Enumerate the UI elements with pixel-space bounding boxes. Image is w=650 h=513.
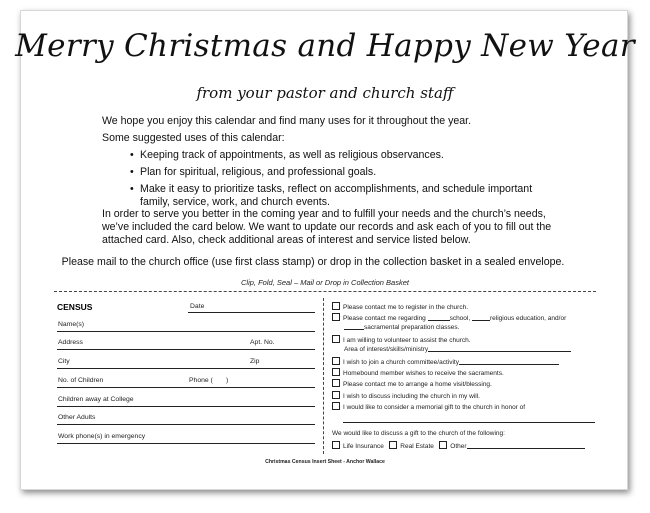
committee-option[interactable]: I wish to join a church committee/activity [332, 357, 602, 366]
greeting-subtitle: from your pastor and church staff [196, 84, 454, 102]
list-item: • Plan for spiritual, religious, and professional goals. [130, 166, 550, 179]
college-label: Children away at College [58, 396, 134, 403]
zip-label: Zip [250, 358, 260, 365]
checkbox[interactable] [332, 357, 340, 365]
blank-line[interactable] [459, 364, 559, 365]
volunteer-option[interactable]: I am willing to volunteer to assist the church. [332, 335, 602, 344]
checkbox[interactable] [332, 335, 340, 343]
blank-line[interactable] [472, 320, 490, 321]
apt-label: Apt. No. [250, 339, 275, 346]
homebound-option[interactable]: Homebound member wishes to receive the sacraments. [332, 368, 602, 377]
phone-label: Phone ( ) [189, 377, 229, 384]
checkbox[interactable] [332, 302, 340, 310]
real-estate-checkbox[interactable] [389, 441, 397, 449]
city-field[interactable] [57, 357, 315, 369]
name-field[interactable] [57, 320, 315, 332]
adults-label: Other Adults [58, 414, 96, 421]
fold-line [323, 298, 324, 454]
date-field[interactable] [188, 301, 315, 313]
address-field[interactable] [57, 338, 315, 350]
intro-paragraph: We hope you enjoy this calendar and find many uses for it throughout the year. [102, 115, 472, 127]
memorial-option[interactable]: I would like to consider a memorial gift to the church in honor of [332, 402, 602, 411]
visit-option[interactable]: Please contact me to arrange a home visit/blessing. [332, 379, 602, 388]
sacramental-line: sacramental preparation classes. [344, 324, 602, 331]
memorial-blank-line[interactable] [343, 422, 595, 423]
list-item: • Make it easy to prioritize tasks, reflect on accomplishments, and schedule important family, service, work, and church events. [130, 183, 550, 209]
census-title: CENSUS [57, 302, 93, 312]
other-checkbox[interactable] [439, 441, 447, 449]
checkbox[interactable] [332, 368, 340, 376]
blank-line[interactable] [344, 329, 364, 330]
mail-instructions: Please mail to the church office (use first class stamp) or drop in the collection basket in a sealed envelope. [61, 256, 565, 268]
sheet-footer: Christmas Census Insert Sheet - Anchor Wallace [265, 459, 385, 465]
area-line[interactable]: Area of interest/skills/ministry [344, 346, 602, 353]
gift-options: Life Insurance Real Estate Other [332, 441, 602, 450]
checkbox[interactable] [332, 391, 340, 399]
address-label: Address [58, 339, 83, 346]
gift-heading: We would like to discuss a gift to the church of the following: [332, 430, 505, 437]
blank-line[interactable] [428, 351, 571, 352]
clip-instructions: Clip, Fold, Seal – Mail or Drop in Collection Basket [241, 278, 409, 287]
checkbox[interactable] [332, 313, 340, 321]
blank-line[interactable] [428, 320, 450, 321]
list-item: • Keeping track of appointments, as well as religious observances. [130, 149, 550, 162]
children-label: No. of Children [58, 377, 104, 384]
cut-line [54, 291, 596, 292]
city-label: City [58, 358, 70, 365]
work-phone-label: Work phone(s) in emergency [58, 433, 146, 440]
adults-field[interactable] [57, 413, 315, 425]
date-label: Date [190, 303, 205, 310]
greeting-title: Merry Christmas and Happy New Year [15, 28, 635, 64]
will-option[interactable]: I wish to discuss including the church in my will. [332, 391, 602, 400]
uses-list [130, 149, 550, 213]
uses-heading: Some suggested uses of this calendar: [102, 132, 285, 144]
life-insurance-checkbox[interactable] [332, 441, 340, 449]
register-option[interactable]: Please contact me to register in the church. [332, 302, 602, 311]
checkbox[interactable] [332, 402, 340, 410]
name-label: Name(s) [58, 321, 85, 328]
regarding-option[interactable]: Please contact me regarding school, religious education, and/or [332, 313, 602, 322]
blank-line[interactable] [467, 448, 585, 449]
request-paragraph: In order to serve you better in the coming year and to fulfill your needs and the church’s needs, we’ve included the card below. We want to update our records and ask each of you to fill out the attached card. Also, check additional areas of interest and service listed below. [102, 208, 552, 246]
checkbox[interactable] [332, 379, 340, 387]
